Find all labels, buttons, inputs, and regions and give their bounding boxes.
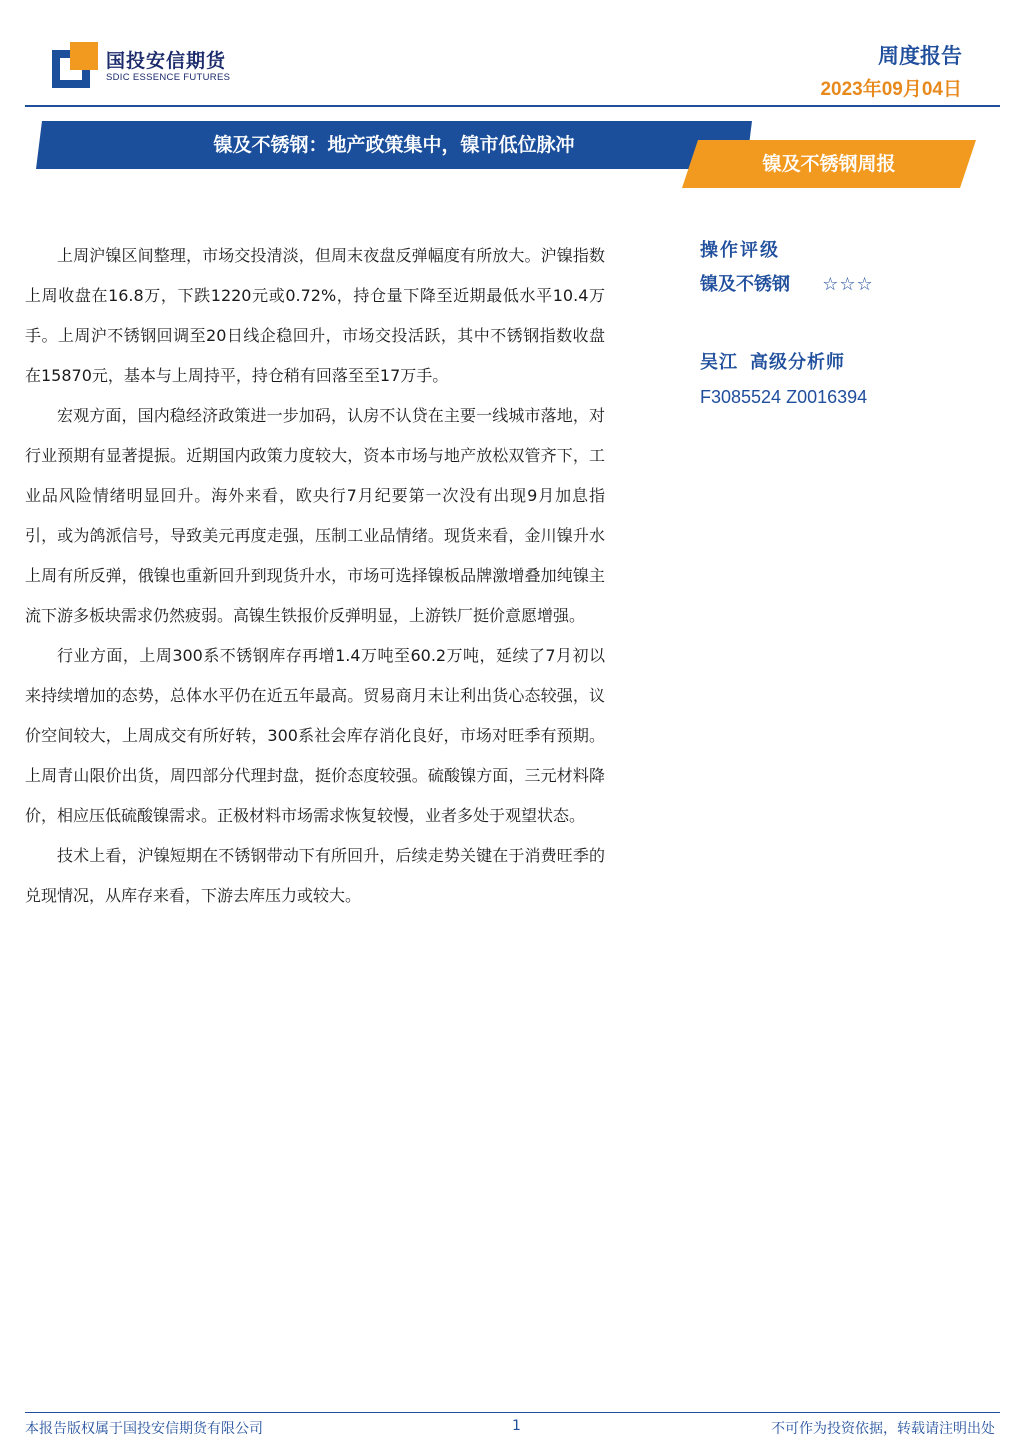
analyst-certificates: F3085524 Z0016394 xyxy=(700,387,868,407)
sidebar xyxy=(700,236,1000,412)
paragraph-industry: 行业方面，上周300系不锈钢库存再增1.4万吨至60.2万吨，延续了7月初以来持续增加的态势，总体水平仍在近五年最高。贸易商月末让利出货心态较强，议价空间较大，上周成交有所好转，300系社会库存消化良好，市场对旺季有预期。上周青山限价出货，周四部分代理封盘，挺价态度较强。硫酸镍方面，三元材料降价，相应压低硫酸镍需求。正极材料市场需求恢复较慢，业者多处于观望状态。 xyxy=(25,646,605,825)
company-logo xyxy=(52,40,252,90)
rating-row xyxy=(700,270,1000,300)
logo-name-en: SDIC ESSENCE FUTURES xyxy=(106,72,231,83)
footer-disclaimer: 不可作为投资依据，转载请注明出处 xyxy=(771,1421,995,1437)
footer-copyright: 本报告版权属于国投安信期货有限公司 xyxy=(25,1421,263,1437)
paragraph-market: 上周沪镍区间整理，市场交投清淡，但周末夜盘反弹幅度有所放大。沪镍指数上周收盘在16.8万，下跌1220元或0.72%，持仓量下降至近期最低水平10.4万手。上周沪不锈钢回调至20日线企稳回升，市场交投活跃，其中不锈钢指数收盘在15870元，基本与上周持平，持仓稍有回落至至17万手。 xyxy=(25,246,605,385)
rating-item: 镍及不锈钢 xyxy=(700,274,790,295)
category-tag-label: 镍及不锈钢周报 xyxy=(762,153,896,175)
page-number: 1 xyxy=(512,1418,521,1434)
report-date: 2023年09月04日 xyxy=(820,79,962,100)
title-banner xyxy=(36,121,752,169)
rating-heading: 操作评级 xyxy=(700,240,780,261)
report-type: 周度报告 xyxy=(878,44,962,68)
report-title: 镍及不锈钢：地产政策集中，镍市低位脉冲 xyxy=(213,134,575,156)
analyst-name: 吴江 xyxy=(700,352,738,373)
paragraph-technical: 技术上看，沪镍短期在不锈钢带动下有所回升，后续走势关键在于消费旺季的兑现情况，从库存来看，下游去库压力或较大。 xyxy=(25,846,605,905)
analyst-title: 高级分析师 xyxy=(750,352,845,373)
footer-divider xyxy=(25,1412,1000,1413)
report-body xyxy=(25,236,605,916)
header-divider xyxy=(25,105,1000,107)
analyst xyxy=(700,348,1000,378)
logo-name-cn: 国投安信期货 xyxy=(106,50,227,72)
rating-stars-icon: ☆☆☆ xyxy=(822,274,874,295)
category-tag xyxy=(682,140,976,188)
paragraph-macro: 宏观方面，国内稳经济政策进一步加码，认房不认贷在主要一线城市落地，对行业预期有显著提振。近期国内政策力度较大，资本市场与地产放松双管齐下，工业品风险情绪明显回升。海外来看，欧央行7月纪要第一次没有出现9月加息指引，或为鸽派信号，导致美元再度走强，压制工业品情绪。现货来看，金川镍升水上周有所反弹，俄镍也重新回升到现货升水，市场可选择镍板品牌激增叠加纯镍主流下游多板块需求仍然疲弱。高镍生铁报价反弹明显，上游铁厂挺价意愿增强。 xyxy=(25,406,605,625)
logo-mark-icon xyxy=(52,42,98,88)
